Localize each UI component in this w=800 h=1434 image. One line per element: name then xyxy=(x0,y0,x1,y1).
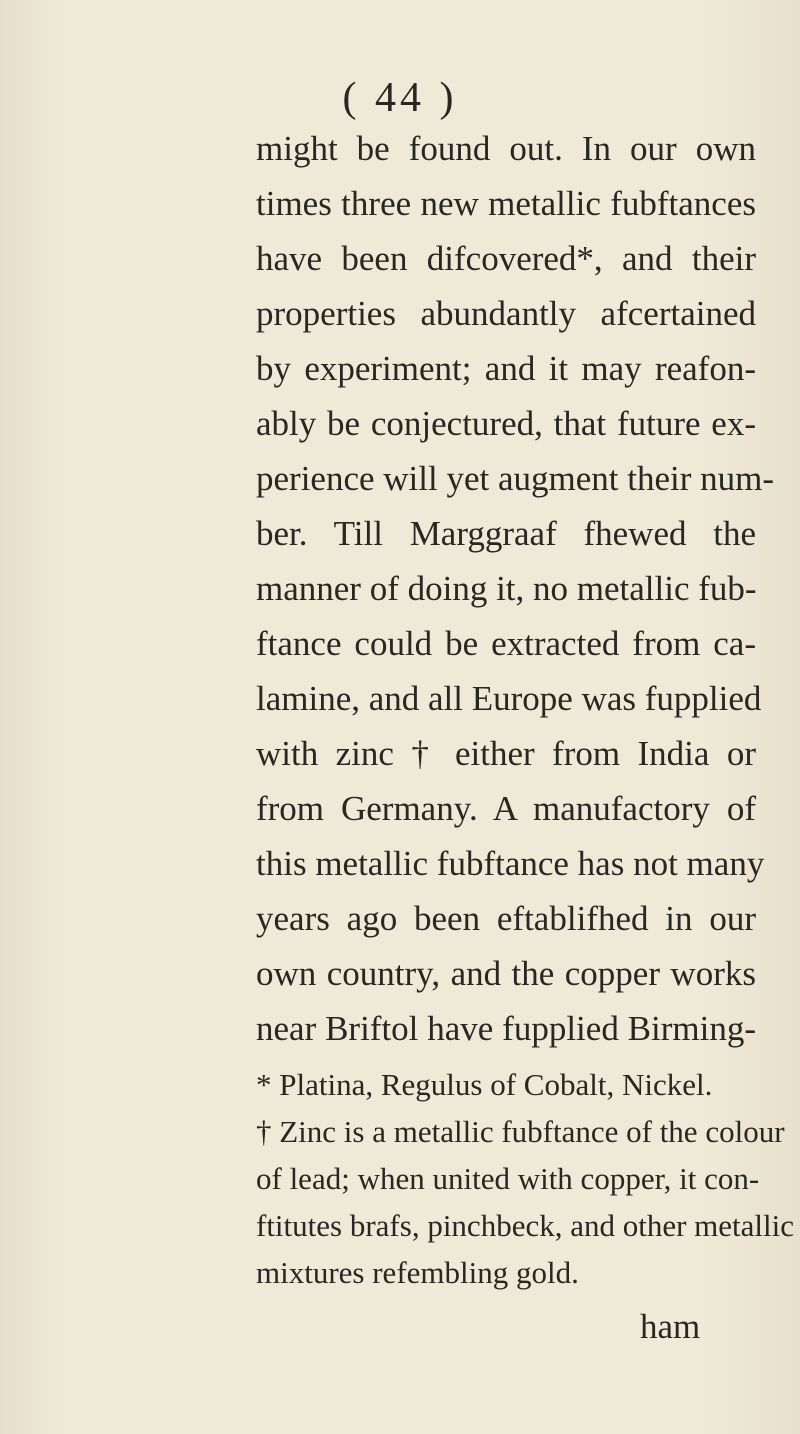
text-line: lamine, and all Europe was fupplied xyxy=(256,679,762,718)
text-line: years ago been eftablifhed in our xyxy=(256,899,756,938)
text-line: ably be conjectured, that future ex- xyxy=(256,404,756,443)
footnote-line: ftitutes brafs, pinchbeck, and other metallic xyxy=(256,1208,795,1243)
text-line: with zinc † either from India or xyxy=(256,734,756,773)
footnote-platina: * Platina, Regulus of Cobalt, Nickel. xyxy=(256,1067,713,1102)
footnote-zinc: † Zinc is a metallic fubftance of the colour xyxy=(256,1114,785,1149)
text-line: this metallic fubftance has not many xyxy=(256,844,765,883)
text-line: times three new metallic fubftances xyxy=(256,184,756,223)
text-line: manner of doing it, no metallic fub- xyxy=(256,569,757,608)
text-line: perience will yet augment their num- xyxy=(256,459,775,498)
text-line: by experiment; and it may reafon- xyxy=(256,349,756,388)
text-line: ber. Till Marggraaf fhewed the xyxy=(256,514,756,553)
text-line: properties abundantly afcertained xyxy=(256,294,756,333)
text-line: have been difcovered*, and their xyxy=(256,239,756,278)
catchword: ham xyxy=(640,1307,701,1346)
footnote-line: of lead; when united with copper, it con- xyxy=(256,1161,760,1196)
text-line: might be found out. In our own xyxy=(256,129,756,168)
text-line: own country, and the copper works xyxy=(256,954,756,993)
text-line: from Germany. A manufactory of xyxy=(256,789,756,828)
page-number: ( 44 ) xyxy=(342,75,458,121)
text-line: near Briftol have fupplied Birming- xyxy=(256,1009,756,1048)
footnote-line: mixtures refembling gold. xyxy=(256,1255,579,1290)
text-line: ftance could be extracted from ca- xyxy=(256,624,756,663)
